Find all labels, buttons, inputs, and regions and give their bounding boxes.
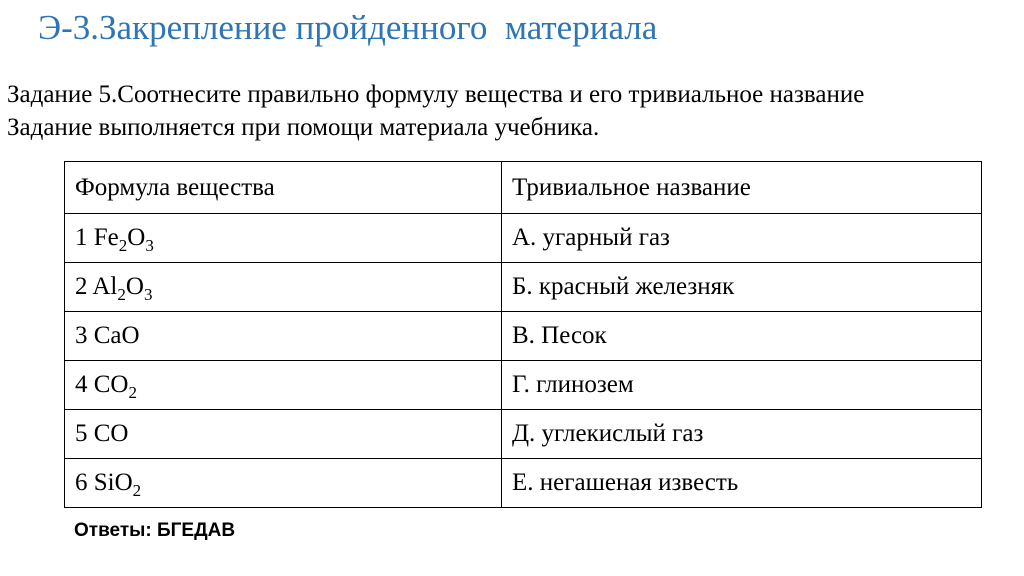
task-instruction: Задание 5.Соотнесите правильно формулу вещества и его тривиальное название — [7, 81, 865, 108]
formula-subscript: 2 — [128, 383, 137, 402]
header-formula: Формула вещества — [65, 162, 502, 214]
trivial-name-cell: Б. красный железняк — [502, 263, 982, 312]
formula-text: O — [125, 273, 144, 300]
table-header-row — [65, 162, 982, 214]
slide-title: Э-3.Закрепление пройденного материала — [38, 8, 658, 47]
formula-cell — [65, 214, 502, 263]
table-row — [65, 312, 982, 361]
trivial-name-cell: А. угарный газ — [502, 214, 982, 263]
matching-table — [64, 161, 982, 508]
table-row — [65, 459, 982, 508]
formula-text: SiO — [93, 469, 133, 496]
formula-subscript: 3 — [145, 236, 154, 255]
formula-cell — [65, 312, 502, 361]
formula-subscript: 3 — [143, 285, 153, 304]
formula-subscript: 2 — [118, 236, 128, 255]
formula-number: 1 — [75, 224, 94, 251]
table-row — [65, 361, 982, 410]
task-note: Задание выполняется при помощи материала учебника. — [7, 114, 600, 141]
formula-cell — [65, 263, 502, 312]
formula-cell — [65, 459, 502, 508]
formula-text: O — [127, 224, 146, 251]
formula-text: Al — [92, 273, 118, 300]
trivial-name-cell: Г. глинозем — [502, 361, 982, 410]
formula-cell — [65, 410, 502, 459]
formula-text: CaO — [93, 322, 140, 349]
formula-text: CO — [93, 420, 129, 447]
formula-text: Fe — [93, 224, 119, 251]
trivial-name-cell: В. Песок — [502, 312, 982, 361]
formula-number: 3 — [75, 322, 94, 349]
table-row — [65, 410, 982, 459]
table-row — [65, 263, 982, 312]
formula-number: 6 — [75, 469, 94, 496]
formula-subscript: 2 — [117, 285, 126, 304]
formula-number: 2 — [75, 273, 93, 300]
table-row — [65, 214, 982, 263]
formula-subscript: 2 — [132, 481, 142, 500]
trivial-name-cell: Е. негашеная известь — [502, 459, 982, 508]
trivial-name-cell: Д. углекислый газ — [502, 410, 982, 459]
formula-number: 5 — [75, 420, 94, 447]
formula-text: CO — [93, 371, 129, 398]
formula-number: 4 — [75, 371, 94, 398]
header-trivial-name: Тривиальное название — [502, 162, 982, 214]
answer-text: Ответы: БГЕДАВ — [74, 520, 236, 541]
formula-cell — [65, 361, 502, 410]
